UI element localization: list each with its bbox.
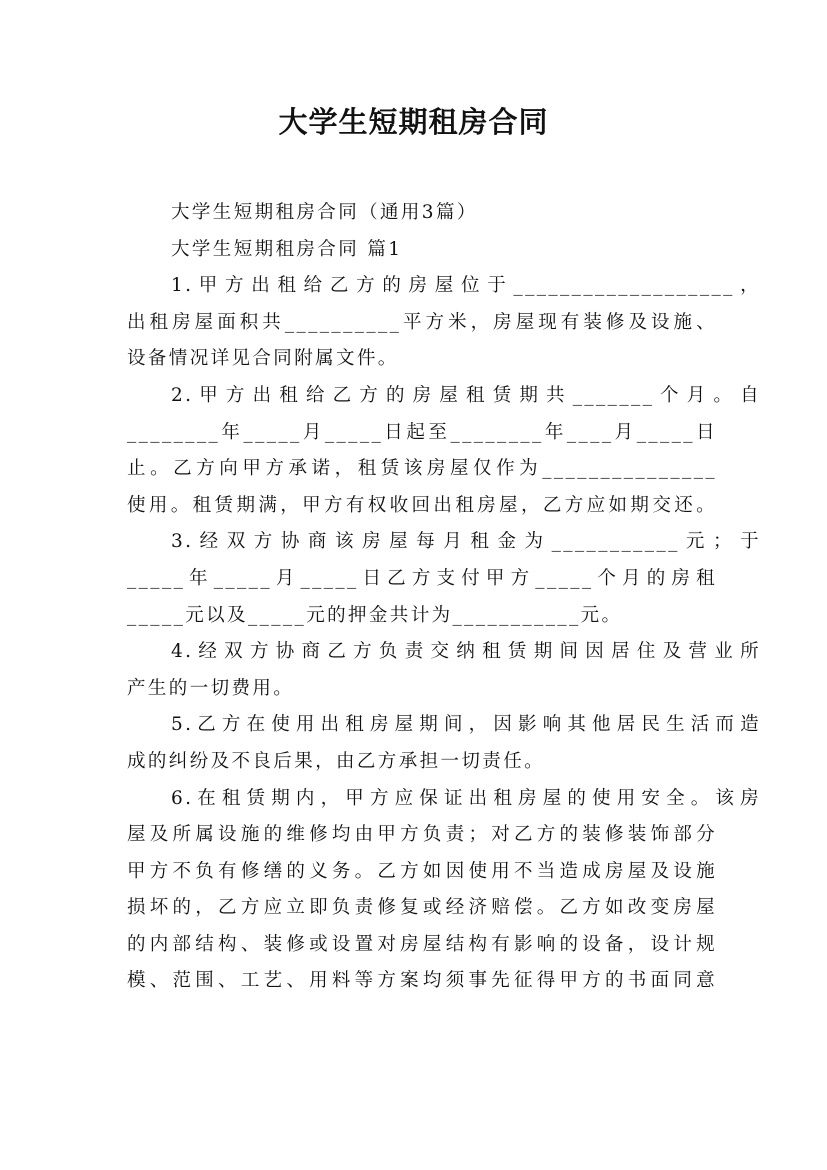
clause-6-line-4: 损坏的，乙方应立即负责修复或经济赔偿。乙方如改变房屋	[127, 897, 717, 919]
clause-1-line-2: 出租房屋面积共__________平方米，房屋现有装修及设施、	[127, 311, 717, 333]
clause-2-line-3: 止。乙方向甲方承诺，租赁该房屋仅作为_______________	[127, 458, 717, 480]
section-heading: 大学生短期租房合同 篇1	[171, 238, 403, 260]
clause-6-line-5: 的内部结构、装修或设置对房屋结构有影响的设备，设计规	[127, 933, 717, 955]
clause-1-line-1: 1.甲方出租给乙方的房屋位于___________________，	[171, 275, 761, 297]
clause-1-line-3: 设备情况详见合同附属文件。	[127, 348, 399, 370]
clause-2-line-4: 使用。租赁期满，甲方有权收回出租房屋，乙方应如期交还。	[127, 494, 717, 516]
clause-4-line-2: 产生的一切费用。	[127, 677, 295, 699]
clause-2-line-2: ________年_____月_____日起至________年____月_____日	[127, 421, 717, 443]
clause-5-line-2: 成的纠纷及不良后果，由乙方承担一切责任。	[127, 750, 546, 772]
clause-4-line-1: 4.经双方协商乙方负责交纳租赁期间因居住及营业所	[171, 641, 761, 663]
document-body	[127, 195, 761, 1000]
document-title: 大学生短期租房合同	[278, 105, 549, 139]
subtitle-line: 大学生短期租房合同（通用3篇）	[171, 202, 478, 223]
clause-3-line-3: _____元以及_____元的押金共计为___________元。	[127, 604, 623, 626]
clause-5-line-1: 5.乙方在使用出租房屋期间，因影响其他居民生活而造	[171, 714, 761, 736]
clause-6-line-3: 甲方不负有修缮的义务。乙方如因使用不当造成房屋及设施	[127, 860, 717, 882]
clause-6-line-6: 模、范围、工艺、用料等方案均须事先征得甲方的书面同意	[127, 970, 717, 992]
clause-6-line-1: 6.在租赁期内，甲方应保证出租房屋的使用安全。该房	[171, 787, 761, 809]
clause-3-line-2: _____年_____月_____日乙方支付甲方_____个月的房租	[127, 567, 717, 589]
clause-6-line-2: 屋及所属设施的维修均由甲方负责；对乙方的装修装饰部分	[127, 824, 717, 846]
clause-3-line-1: 3.经双方协商该房屋每月租金为___________元；于	[171, 531, 761, 553]
clause-2-line-1: 2.甲方出租给乙方的房屋租赁期共_______个月。自	[171, 384, 761, 406]
